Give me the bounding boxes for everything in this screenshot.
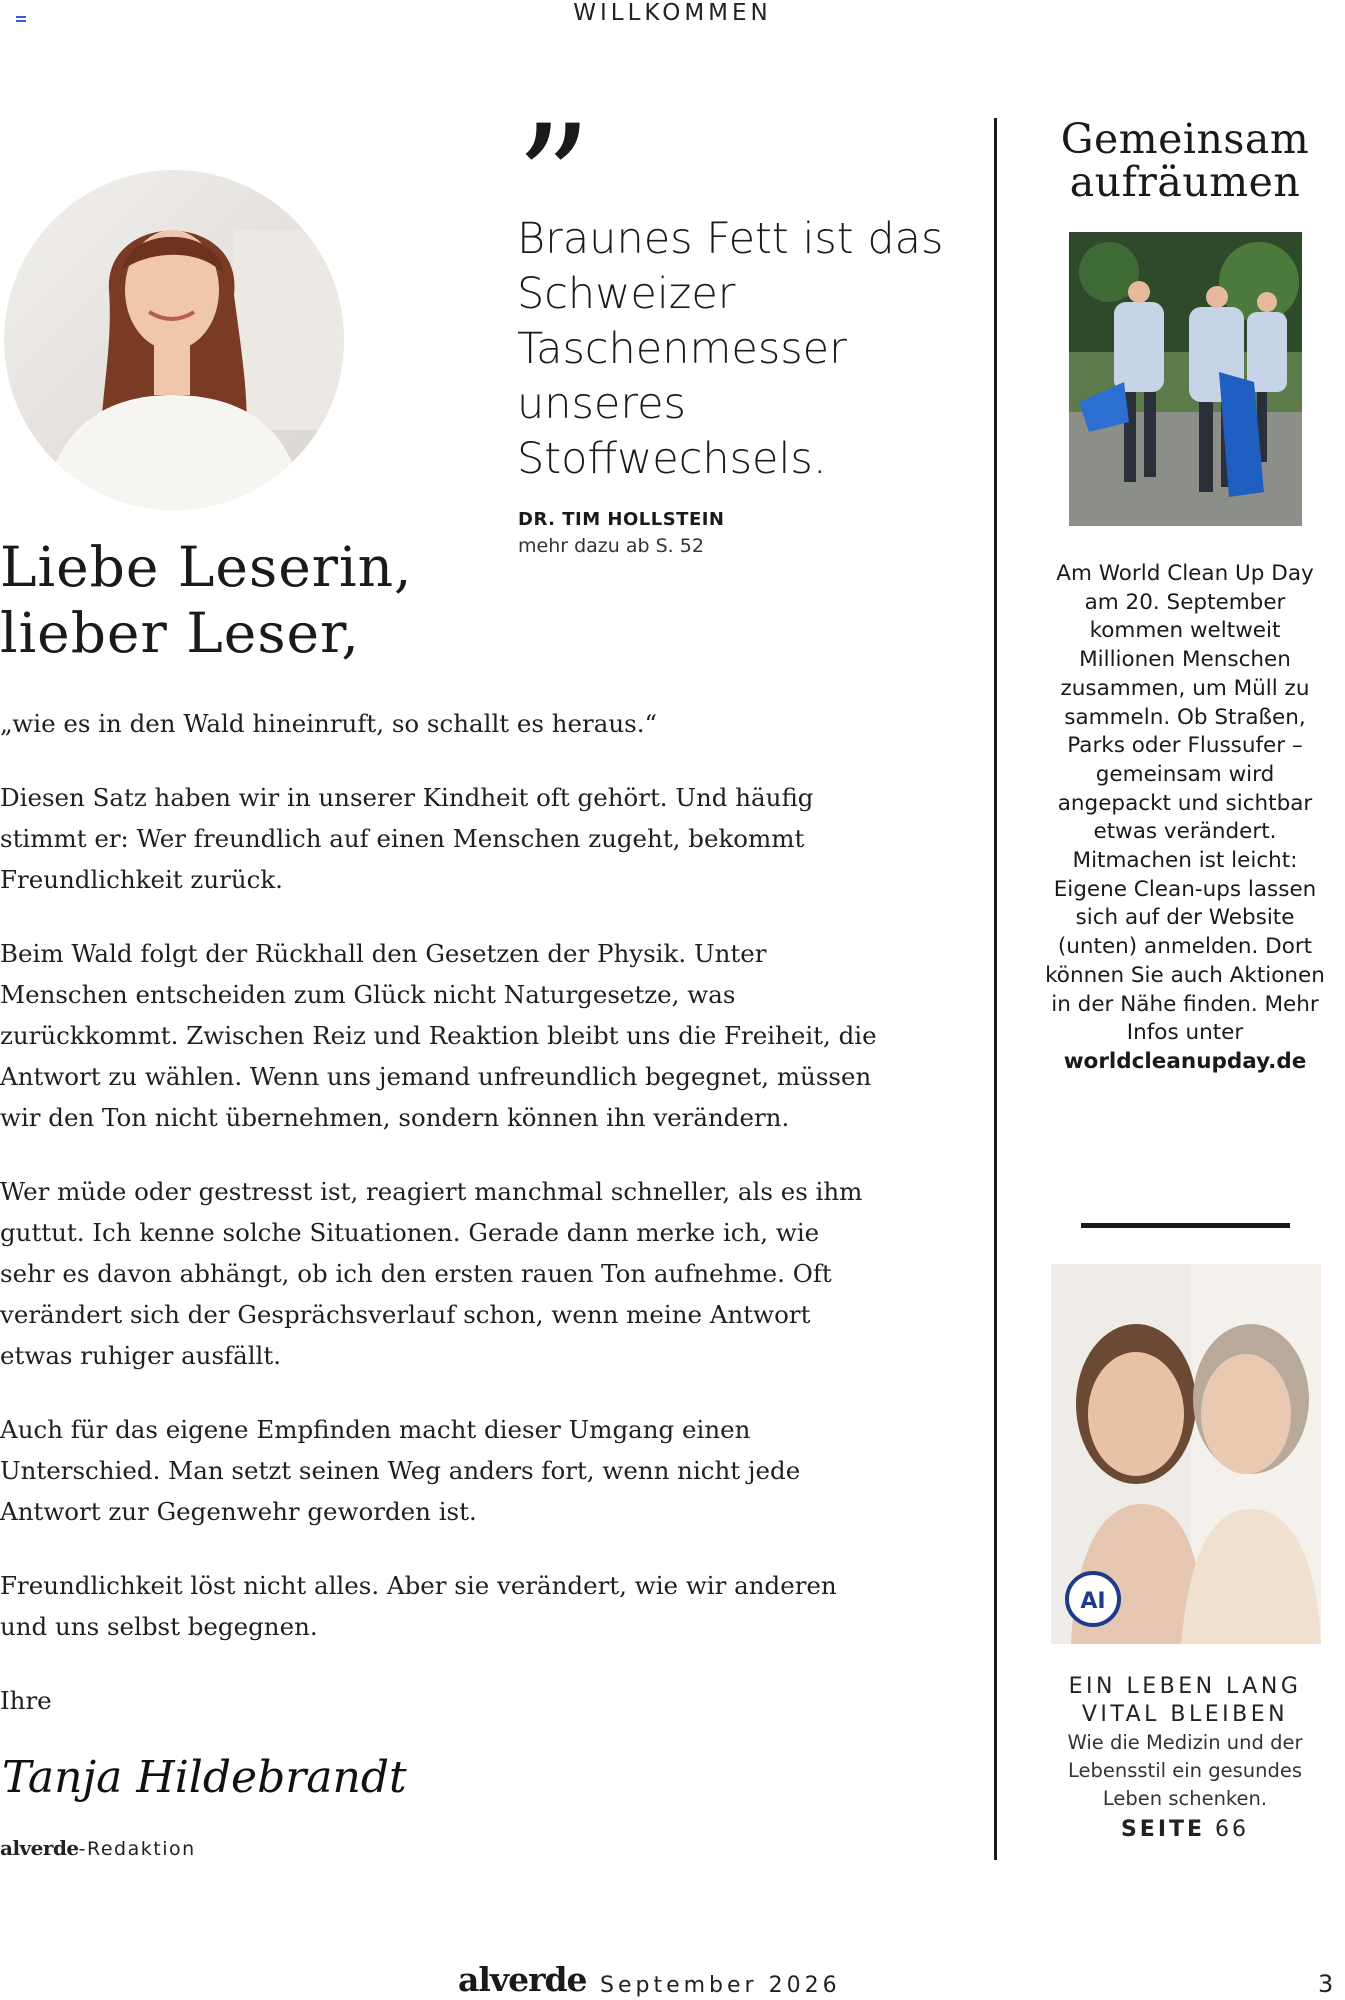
cleanup-website-link[interactable]: worldcleanupday.de <box>1063 1048 1307 1074</box>
quote-author: DR. TIM HOLLSTEIN <box>518 509 725 530</box>
editorial-body <box>0 703 880 1754</box>
paragraph: Diesen Satz haben wir in unserer Kindheit oft gehört. Und häufig stimmt er: Wer freundlich auf einen Menschen zugeht, bekommt Freundlichkeit zurück. <box>0 783 814 894</box>
footer-brand-logo: alverde <box>458 1960 587 1999</box>
paragraph: Auch für das eigene Empfinden macht dieser Umgang einen Unterschied. Man setzt seinen Weg anders fort, wenn nicht jede Antwort zur Gegenwehr geworden ist. <box>0 1415 801 1526</box>
cleanup-photo <box>1069 232 1302 526</box>
paragraph: Wer müde oder gestresst ist, reagiert manchmal schneller, als es ihm guttut. Ich kenne solche Situationen. Gerade dann merke ich, wie sehr es davon abhängt, ob ich den ersten rauen Ton aufnehme. Oft verändert sich der Gesprächsverlauf schon, wenn meine Antwort etwas ruhiger ausfällt. <box>0 1177 863 1370</box>
cleanup-description <box>1045 560 1325 1077</box>
sidebar-rule <box>1081 1223 1290 1228</box>
teaser-page-label: SEITE <box>1120 1817 1206 1842</box>
quote-reference: mehr dazu ab S. 52 <box>518 535 704 557</box>
quote-mark-icon: ” <box>515 94 592 268</box>
editor-portrait <box>4 170 344 510</box>
sidebar-title <box>1018 115 1345 206</box>
column-divider <box>994 118 997 1860</box>
paragraph: Beim Wald folgt der Rückhall den Gesetzen der Physik. Unter Menschen entscheiden zum Glück nicht Naturgesetze, was zurückkommt. Zwischen Reiz und Reaktion bleibt uns die Freiheit, die Antwort zu wählen. Wenn uns jemand unfreundlich begegnet, müssen wir den Ton nicht übernehmen, sondern können ihn verändern. <box>0 939 877 1132</box>
teaser-description: Wie die Medizin und der Lebensstil ein gesundes Leben schenken. <box>1067 1731 1303 1810</box>
sidebar-title-line: Gemeinsam <box>1060 115 1310 163</box>
pull-quote: Braunes Fett ist das Schweizer Taschenmesser unseres Stoffwechsels. <box>517 214 944 484</box>
greeting-line: Liebe Leserin, <box>0 535 413 599</box>
sidebar-title-line: aufräumen <box>1069 158 1301 206</box>
paragraph: „wie es in den Wald hineinruft, so schallt es heraus.“ <box>0 709 658 738</box>
footer-date: September 2026 <box>600 1973 841 1998</box>
cleanup-text: Am World Clean Up Day am 20. September kommen weltweit Millionen Menschen zusammen, um Müll zu sammeln. Ob Straßen, Parks oder Flussufer – gemeinsam wird angepackt und sichtbar etwas verändert. Mitmachen ist leicht: Eigene Clean-ups lassen sich auf der Website (unten) anmelden. Dort können Sie auch Aktionen in der Nähe finden. Mehr Infos unter <box>1045 561 1325 1046</box>
teaser-title <box>1018 1673 1345 1729</box>
editor-role: -Redaktion <box>78 1838 196 1860</box>
paragraph: Freundlichkeit löst nicht alles. Aber sie verändert, wie wir anderen und uns selbst begegnen. <box>0 1571 837 1641</box>
teaser-title-line: EIN LEBEN LANG <box>1068 1674 1302 1699</box>
teaser-title-line: VITAL BLEIBEN <box>1081 1702 1289 1727</box>
signature: Tanja Hildebrandt <box>2 1752 407 1803</box>
teaser-page-number: 66 <box>1215 1817 1250 1842</box>
women-photo <box>1051 1264 1321 1644</box>
signature-credit <box>0 1836 196 1860</box>
page-number: 3 <box>1318 1970 1334 1998</box>
section-label: WILLKOMMEN <box>573 0 772 26</box>
teaser-page-ref[interactable] <box>1018 1817 1345 1842</box>
paragraph: Ihre <box>0 1686 52 1715</box>
ai-badge-icon: AI <box>1080 1589 1106 1614</box>
greeting <box>0 534 413 666</box>
greeting-line: lieber Leser, <box>0 601 360 665</box>
brand-name: alverde <box>0 1836 79 1860</box>
